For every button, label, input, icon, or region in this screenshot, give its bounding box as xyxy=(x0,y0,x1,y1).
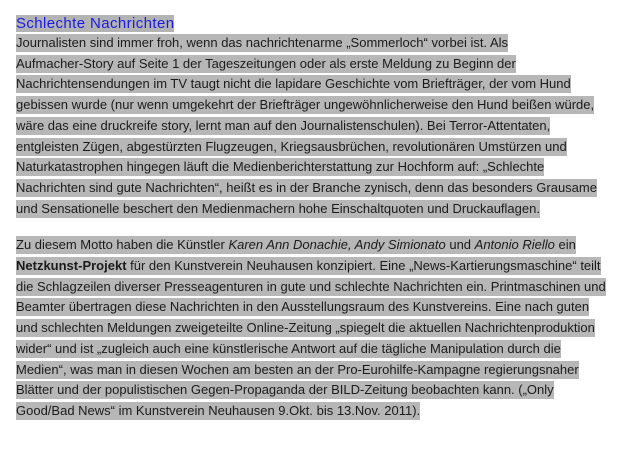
text-line-content: wider“ und ist „zugleich auch eine künstlerische Antwort auf die tägliche Manipulation durch die xyxy=(16,340,561,356)
text-line-content: Medien“, was man in diesen Wochen am besten an der Pro-Eurohilfe-Kampagne regierungsnaher xyxy=(16,361,579,377)
text-line xyxy=(16,360,612,381)
text-line xyxy=(16,178,612,199)
text-line xyxy=(16,235,612,256)
text-line xyxy=(16,116,612,137)
text-line-content: Nachrichten sind gute Nachrichten“, heißt es in der Branche zynisch, denn das besonders Grausame xyxy=(16,179,597,195)
project-name: Netzkunst-Projekt xyxy=(16,258,127,274)
article-title: Schlechte Nachrichten xyxy=(16,15,175,32)
text-line-content xyxy=(16,257,601,275)
text-line-content: die Schlagzeilen diverser Presseagenturen in gute und schlechte Nachrichten ein. Printmaschinen und xyxy=(16,278,606,294)
text-segment: und xyxy=(445,237,475,253)
artist-names: Karen Ann Donachie, Andy Simionato xyxy=(228,237,446,253)
text-line-content: Blätter und der populistischen Gegen-Propaganda der BILD-Zeitung beobachten kann. („Only xyxy=(16,382,554,398)
text-line-content: wäre das eine druckreife story, lernt man auf den Journalistenschulen). Bei Terror-Attentaten, xyxy=(16,117,551,133)
text-line-content: Nachrichtensendungen im TV taugt nicht die lapidare Geschichte vom Briefträger, der vom Hund xyxy=(16,76,571,92)
text-line-content: und schlechten Meldungen zweigeteilte Online-Zeitung „spiegelt die aktuellen Nachrichtenproduktion xyxy=(16,320,595,336)
article xyxy=(16,14,612,422)
text-line-content: Journalisten sind immer froh, wenn das nachrichtenarme „Sommerloch“ vorbei ist. Als xyxy=(16,35,509,50)
text-line-content xyxy=(16,236,576,254)
text-line xyxy=(16,339,612,360)
text-line xyxy=(16,318,612,339)
text-line-content: Aufmacher-Story auf Seite 1 der Tageszeitungen oder als erste Meldung zu Beginn der xyxy=(16,55,516,71)
text-line xyxy=(16,277,612,298)
text-line-content: und Sensationelle beschert den Medienmachern hohe Einschaltquoten und Druckauflagen. xyxy=(16,200,540,216)
text-line xyxy=(16,137,612,158)
article-title-row xyxy=(16,14,612,33)
text-line xyxy=(16,54,612,75)
text-segment: für den Kunstverein Neuhausen konzipiert. Eine „News-Kartierungsmaschine“ teilt xyxy=(126,258,601,274)
text-line xyxy=(16,74,612,95)
text-line xyxy=(16,401,612,422)
text-segment: Zu diesem Motto haben die Künstler xyxy=(16,237,229,253)
text-line-content: Good/Bad News“ im Kunstverein Neuhausen 9.Okt. bis 13.Nov. 2011). xyxy=(16,402,421,418)
text-line xyxy=(16,33,612,54)
text-line xyxy=(16,199,612,220)
paragraph-2 xyxy=(16,235,612,421)
text-line xyxy=(16,157,612,178)
text-line xyxy=(16,256,612,277)
text-line-content: gebissen wurde (nur wenn umgekehrt der Briefträger ungewöhnlicherweise den Hund beißen würde, xyxy=(16,97,595,113)
text-line xyxy=(16,297,612,318)
artist-name: Antonio Riello xyxy=(474,237,555,253)
text-line-content: entgleisten Zügen, abgestürzten Flugzeugen, Kriegsausbrüchen, revolutionären Umstürzen und xyxy=(16,138,567,154)
paragraph-1 xyxy=(16,33,612,219)
text-line-content: Naturkatastrophen hingegen läuft die Medienberichterstattung zur Hochform auf: „Schlechte xyxy=(16,159,545,175)
text-line xyxy=(16,380,612,401)
text-line xyxy=(16,95,612,116)
text-segment: ein xyxy=(554,237,576,253)
text-line-content: Beamter übertragen diese Nachrichten in den Ausstellungsraum des Kunstvereins. Eine nach guten xyxy=(16,299,590,315)
